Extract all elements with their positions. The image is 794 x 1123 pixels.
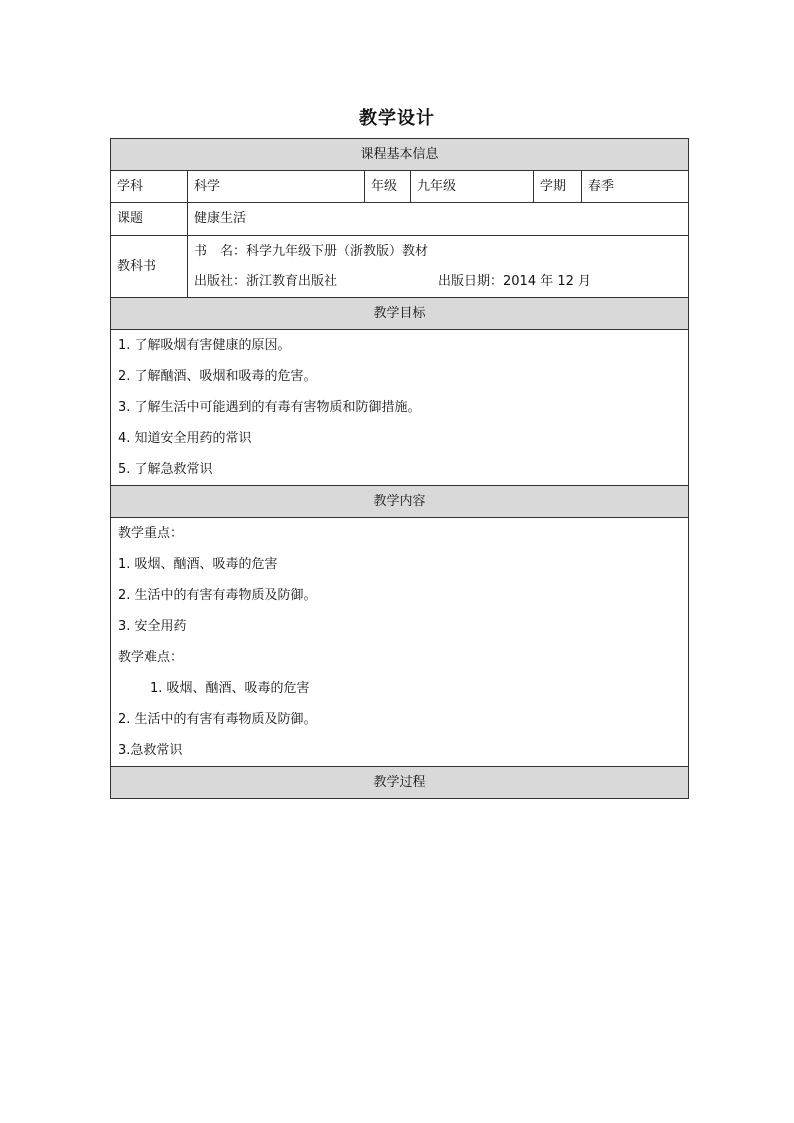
difficult-point-item: 1. 吸烟、酗酒、吸毒的危害 <box>150 681 310 696</box>
objective-item: 2. 了解酗酒、吸烟和吸毒的危害。 <box>118 369 317 384</box>
key-point-item: 1. 吸烟、酗酒、吸毒的危害 <box>118 557 278 572</box>
textbook-info <box>188 236 689 298</box>
difficult-point-item: 3.急救常识 <box>118 743 183 758</box>
difficult-points-heading: 教学难点： <box>118 650 184 665</box>
term-label: 学期 <box>534 171 582 203</box>
topic-label: 课题 <box>111 203 188 236</box>
key-point-item: 2. 生活中的有害有毒物质及防御。 <box>118 588 317 603</box>
topic-value: 健康生活 <box>188 203 689 236</box>
difficult-point-item: 2. 生活中的有害有毒物质及防御。 <box>118 712 317 727</box>
objective-item: 4. 知道安全用药的常识 <box>118 431 252 446</box>
publisher-line <box>194 267 682 297</box>
document-title: 教学设计 <box>359 108 435 129</box>
lesson-plan-table <box>110 138 689 799</box>
subject-label: 学科 <box>111 171 188 203</box>
key-points-heading: 教学重点： <box>118 526 184 541</box>
grade-label: 年级 <box>365 171 411 203</box>
subject-value: 科学 <box>188 171 365 203</box>
key-point-item: 3. 安全用药 <box>118 619 187 634</box>
section-header-objectives: 教学目标 <box>111 298 689 330</box>
publication-date: 出版日期：2014 年 12 月 <box>438 273 592 289</box>
publisher: 出版社：浙江教育出版社 <box>194 273 338 289</box>
grade-value: 九年级 <box>411 171 534 203</box>
section-header-basic-info: 课程基本信息 <box>111 139 689 171</box>
textbook-name: 书 名：科学九年级下册（浙教版）教材 <box>194 243 429 259</box>
term-value: 春季 <box>582 171 689 203</box>
objectives-cell <box>111 330 689 486</box>
section-header-content: 教学内容 <box>111 486 689 518</box>
objective-item: 1. 了解吸烟有害健康的原因。 <box>118 338 291 353</box>
content-cell <box>111 518 689 767</box>
textbook-label: 教科书 <box>111 236 188 298</box>
objective-item: 5. 了解急救常识 <box>118 462 213 477</box>
objective-item: 3. 了解生活中可能遇到的有毒有害物质和防御措施。 <box>118 400 421 415</box>
section-header-process: 教学过程 <box>111 767 689 799</box>
